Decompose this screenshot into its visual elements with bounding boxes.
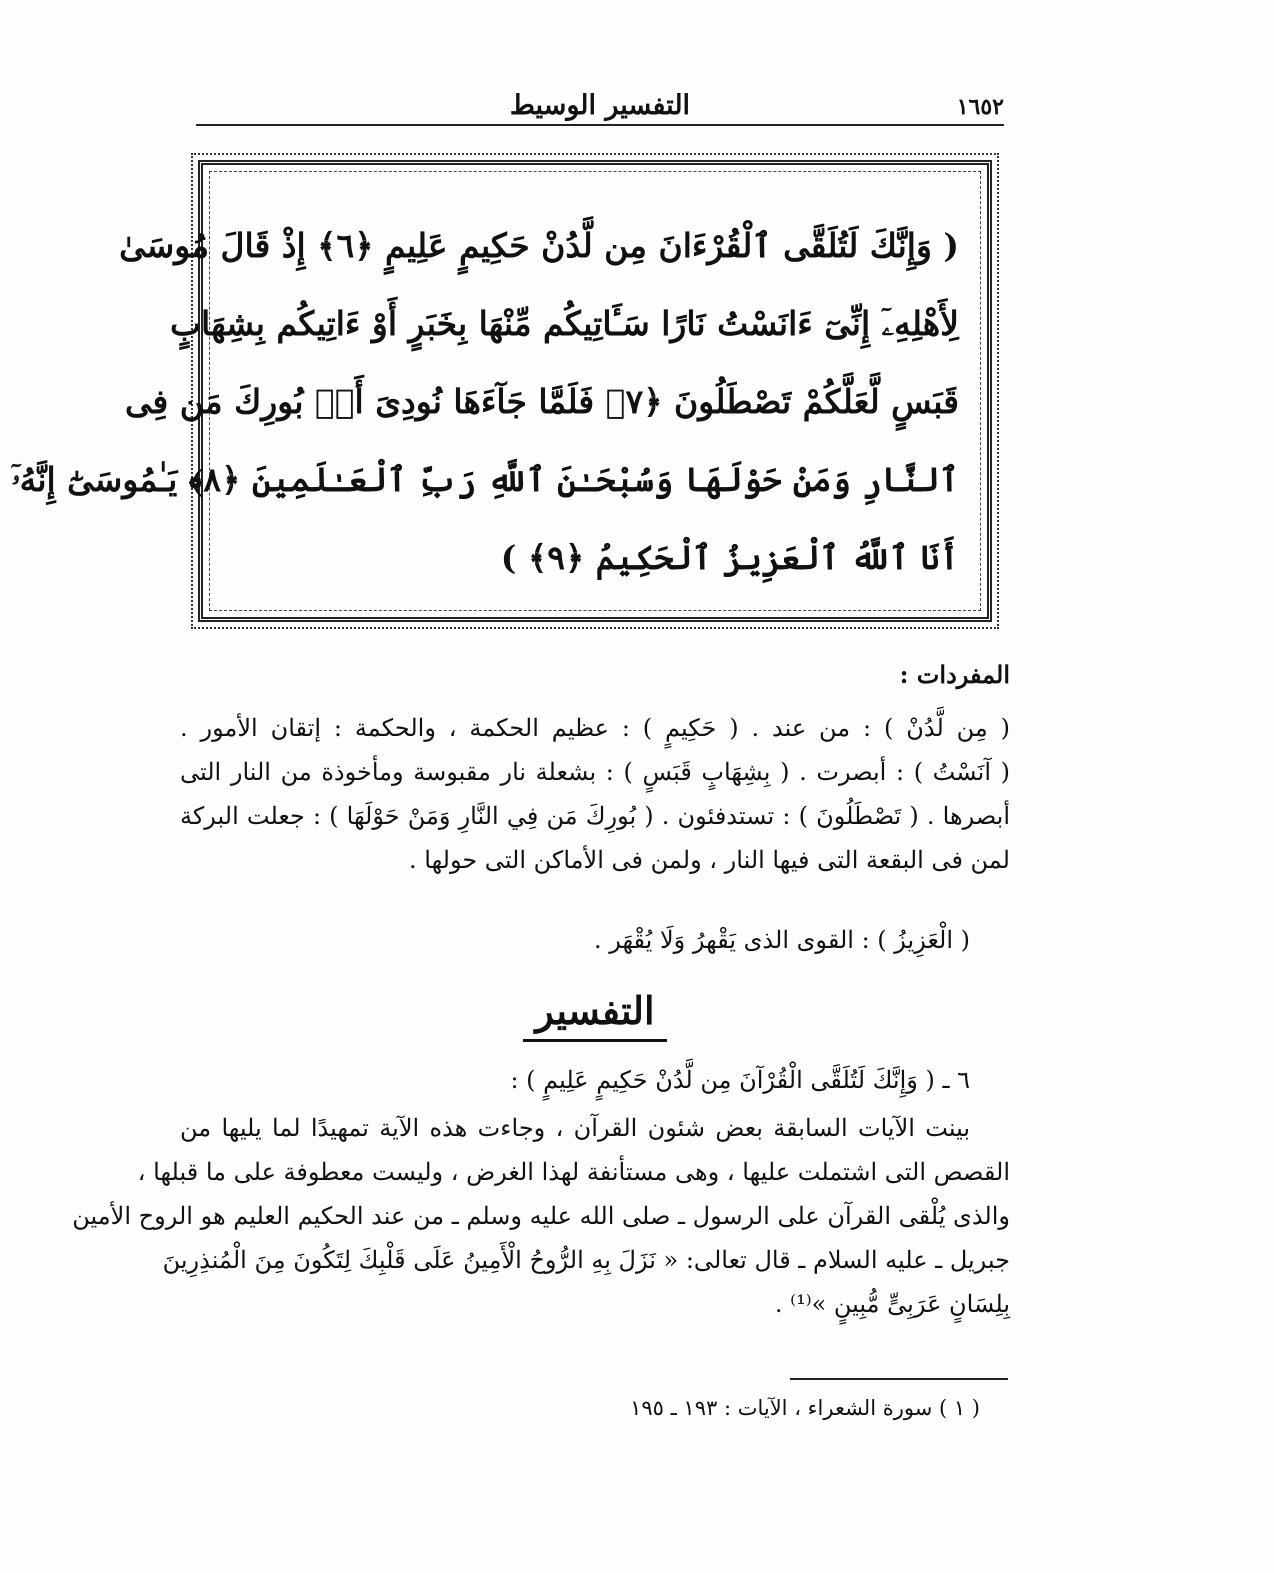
header-rule — [196, 124, 1004, 126]
commentary-line-2: القصص التى اشتملت عليها ، وهى مستأنفة لهذا الغرض ، وليست معطوفة على ما قبلها ، — [137, 1158, 1010, 1186]
vocabulary-definition-aziz — [180, 918, 1010, 962]
vocabulary-line-1: ( مِن لَّدُنْ ) : من عند . ( حَكِيمٍ ) : عظيم الحكمة ، والحكمة : إتقان الأمور . — [180, 714, 1010, 742]
vocabulary-heading: المفردات : — [899, 660, 1010, 689]
tafsir-commentary — [72, 1106, 1010, 1326]
page-number: ١٦٥٢ — [956, 94, 1004, 120]
footnote: ( ١ ) سورة الشعراء ، الآيات : ١٩٣ ـ ١٩٥ — [630, 1396, 980, 1420]
verse-line-4: ٱلنَّارِ وَمَنْ حَوْلَهَا وَسُبْحَـٰنَ ٱللَّهِ رَبِّ ٱلْعَـٰلَمِينَ ﴿٨﴾ يَـٰمُوسَىٰٓ إِنَّهُۥٓ — [11, 460, 959, 499]
vocabulary-line-2: ( آنَسْتُ ) : أبصرت . ( بِشِهَابٍ قَبَسٍ ) : بشعلة نار مقبوسة ومأخوذة من النار التى — [180, 758, 1010, 786]
tafsir-verse-reference — [180, 1058, 1010, 1102]
commentary-line-1: بينت الآيات السابقة بعض شئون القرآن ، وجاءت هذه الآية تمهيدًا لما يليها من — [180, 1114, 970, 1142]
commentary-line-4: جبريل ـ عليه السلام ـ قال تعالى: « نَزَلَ بِهِ الرُّوحُ الْأَمِينُ عَلَى قَلْبِكَ لِتَكُونَ مِنَ الْمُنذِرِينَ — [162, 1246, 1010, 1274]
verse-line-5: أَنَا ٱللَّهُ ٱلْعَزِيزُ ٱلْحَكِيمُ ﴿٩﴾ ) — [500, 538, 959, 577]
running-title: التفسير الوسيط — [509, 90, 691, 121]
verse-line-3: قَبَسٍ لَّعَلَّكُمْ تَصْطَلُونَ ﴿٧﴾ فَلَمَّا جَآءَهَا نُودِىَ أَنۢ بُورِكَ مَن فِى — [125, 382, 959, 421]
verse-lines — [11, 207, 959, 597]
quran-verse-frame — [11, 160, 992, 622]
commentary-line-5: بِلِسَانٍ عَرَبِىٍّ مُّبِينٍ »⁽¹⁾ . — [774, 1290, 1010, 1318]
vocabulary-definitions — [180, 706, 1010, 882]
verse-line-2: لِأَهْلِهِۦٓ إِنِّىٓ ءَانَسْتُ نَارًا سَـَٔاتِيكُم مِّنْهَا بِخَبَرٍ أَوْ ءَاتِيكُم بِشِهَابٍ — [169, 304, 959, 343]
verse-line-1: ( وَإِنَّكَ لَتُلَقَّى ٱلْقُرْءَانَ مِن لَّدُنْ حَكِيمٍ عَلِيمٍ ﴿٦﴾ إِذْ قَالَ مُوسَىٰ — [119, 226, 959, 265]
vocabulary-line-5: ( الْعَزِيزُ ) : القوى الذى يَقْهرُ وَلَا يُقْهَر . — [593, 926, 970, 954]
page-header — [196, 86, 1004, 126]
commentary-line-3: والذى يُلْقى القرآن على الرسول ـ صلى الله عليه وسلم ـ من عند الحكيم العليم هو الروح الأمين — [72, 1202, 1010, 1230]
tafsir-heading — [180, 988, 1010, 1042]
tafsir-heading-text: التفسير — [523, 988, 666, 1042]
footnote-rule — [790, 1378, 1008, 1380]
vocabulary-line-4: لمن فى البقعة التى فيها النار ، ولمن فى الأماكن التى حولها . — [409, 846, 1010, 874]
vocabulary-line-3: أبصرها . ( تَصْطَلُونَ ) : تستدفئون . ( بُورِكَ مَن فِي النَّارِ وَمَنْ حَوْلَهَا ) : جعلت البركة — [180, 802, 1010, 830]
verse-reference-line: ٦ ـ ( وَإِنَّكَ لَتُلَقَّى الْقُرْآنَ مِن لَّدُنْ حَكِيمٍ عَلِيمٍ ) : — [510, 1066, 970, 1094]
